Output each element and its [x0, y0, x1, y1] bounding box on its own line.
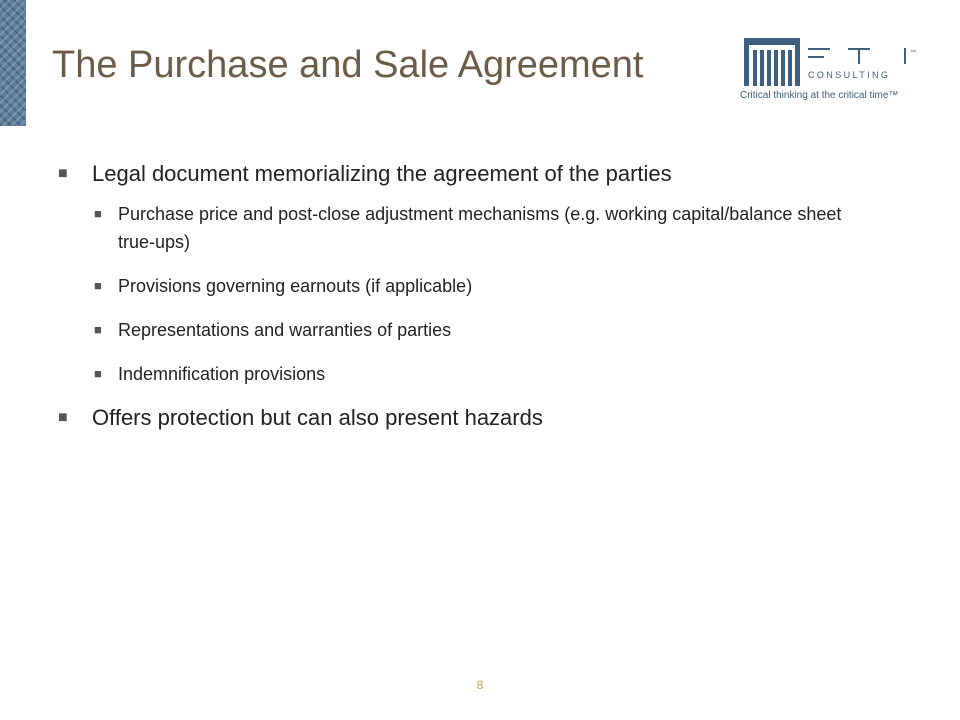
square-bullet-icon: ■: [58, 165, 68, 182]
sub-bullet-group: [58, 200, 878, 388]
bullet-text: Purchase price and post-close adjustment mechanisms (e.g. working capital/balance sheet true-ups): [118, 204, 842, 252]
bullet-list: [58, 160, 878, 444]
bullet-level2: [84, 360, 878, 388]
slide-title: The Purchase and Sale Agreement: [52, 44, 644, 86]
logo-consulting-text: CONSULTING: [808, 70, 891, 80]
bullet-level2: [84, 316, 878, 344]
bullet-text: Representations and warranties of parties: [118, 320, 452, 340]
bullet-text: Indemnification provisions: [118, 364, 326, 384]
bullet-level1: [58, 404, 878, 432]
bullet-level1: [58, 160, 878, 188]
square-bullet-icon: ■: [94, 322, 102, 337]
pillars-logo-icon: [744, 38, 800, 86]
page-number: 8: [476, 678, 484, 692]
square-bullet-icon: ■: [94, 278, 102, 293]
square-bullet-icon: ■: [58, 409, 68, 426]
sub-bullet-list: [58, 200, 878, 388]
bullet-text: Legal document memorializing the agreement of the parties: [92, 161, 672, 186]
fti-consulting-logo: [740, 34, 940, 104]
logo-tagline: Critical thinking at the critical time™: [740, 90, 899, 101]
bullet-level2: [84, 272, 878, 300]
bullet-level2: [84, 200, 878, 256]
trademark-symbol: ™: [910, 50, 916, 56]
bullet-text: Offers protection but can also present hazards: [92, 405, 543, 430]
corner-decoration: [0, 0, 26, 126]
bullet-text: Provisions governing earnouts (if applicable): [118, 276, 473, 296]
fti-wordmark: [808, 46, 928, 70]
square-bullet-icon: ■: [94, 366, 102, 381]
square-bullet-icon: ■: [94, 206, 102, 221]
